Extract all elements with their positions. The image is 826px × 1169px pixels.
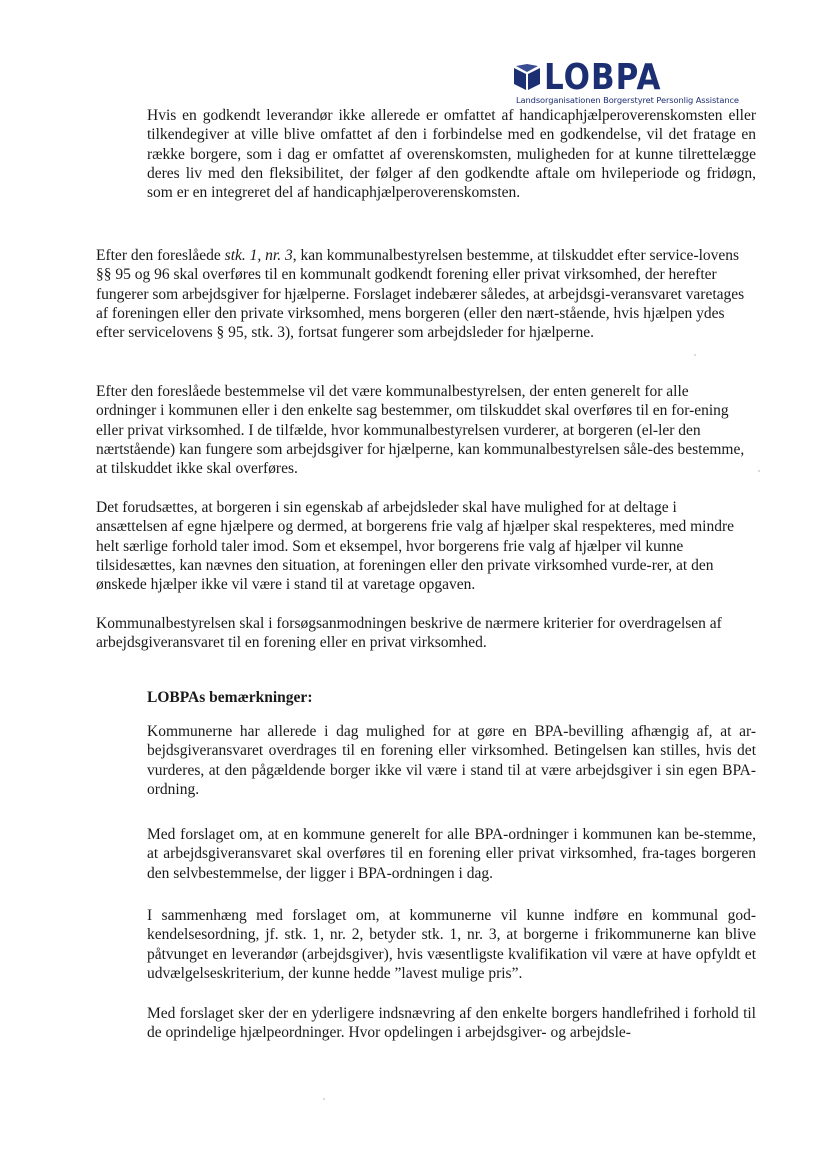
paragraph-remark-1: Kommunerne har allerede i dag mulighed for at gøre en BPA-bevilling afhængig af, at ar-bejdsgiveransvaret overdrages til en forening eller virksomhed. Betingelsen kan stilles, hvis det vurderes, at den pågældende borger ikke vil være i stand til at være arbejdsgiver i sin egen BPA-ordning. (147, 723, 756, 798)
paragraph-forudsaettes: Det forudsættes, at borgeren i sin egenskab af arbejdsleder skal have mulighed for at deltage i ansættelsen af egne hjælpere og dermed, at borgerens frie valg af hjælper skal respekteres, med mindre helt særlige forhold taler imod. Som et eksempel, hvor borgerens frie valg af hjælper vil kunne tilsidesættes, kan nævnes den situation, at foreningen eller den private virksomhed vurde-rer, at den ønskede hjælper ikke vil være i stand til at varetage opgaven. (96, 499, 735, 594)
section-heading: LOBPAs bemærkninger: (147, 689, 313, 706)
paragraph-text: Efter den foreslåede (96, 247, 225, 264)
paragraph-leverandoer: Hvis en godkendt leverandør ikke allerede er omfattet af handicaphjælperoverenskomsten eller tilkendegiver at ville blive omfattet af den i forbindelse med en godkendelse, vil det fratage en række borgere, som i dag er omfattet af overenskomsten, muligheden for at kunne tilrettelægge deres liv med den fleksibilitet, der følger af den godkendte aftale om hvileperiode og fridøgn, som er en integreret del af handicaphjælperoverenskomsten. (147, 107, 756, 202)
lobpa-mark-icon (512, 64, 542, 92)
paragraph-remark-4: Med forslaget sker der en yderligere indsnævring af den enkelte borgers handlefrihed i forhold til de oprindelige hjælpeordninger. Hvor opdelingen i arbejdsgiver- og arbejdsle- (147, 1005, 756, 1042)
paragraph-forsoegsanmodning: Kommunalbestyrelsen skal i forsøgsanmodningen beskrive de nærmere kriterier for overdragelsen af arbejdsgiveransvaret til en forening eller en privat virksomhed. (96, 615, 722, 652)
paragraph-kommunalbestyrelsen: Efter den foreslåede bestemmelse vil det være kommunalbestyrelsen, der enten generelt for alle ordninger i kommunen eller i den enkelte sag bestemmer, om tilskuddet skal overføres til en for-ening eller privat virksomhed. I de tilfælde, hvor kommunalbestyrelsen vurderer, at borgeren (el-ler den nærtstående) kan fungere som arbejdsgiver for hjælperne, kan kommunalbestyrelsen såle-des bestemme, at tilskuddet ikke skal overføres. (96, 383, 745, 478)
paragraph-remark-3: I sammenhæng med forslaget om, at kommunerne vil kunne indføre en kommunal god-kendelsesordning, jf. stk. 1, nr. 2, betyder stk. 1, nr. 3, at borgerne i frikommunerne kan blive påtvunget en leverandør (arbejdsgiver), hvis væsentligste kvalifikation vil være at have opfyldt et udvælgelseskriterium, der kunne hedde ”lavest mulige pris”. (147, 907, 756, 982)
scan-speck (694, 354, 696, 356)
statute-reference: stk. 1, nr. 3 (224, 247, 293, 264)
logo-subtitle: Landsorganisationen Borgerstyret Personlig Assistance (516, 95, 739, 105)
scan-speck (323, 1098, 325, 1100)
paragraph-stk1-nr3 (96, 246, 748, 342)
logo-wordmark: LOBPA (544, 56, 662, 99)
paragraph-remark-2: Med forslaget om, at en kommune generelt for alle BPA-ordninger i kommunen kan be-stemme, at arbejdsgiveransvaret skal overføres til en forening eller privat virksomhed, fra-tages borgeren den selvbestemmelse, der ligger i BPA-ordningen i dag. (147, 826, 756, 882)
paragraph-text: , kan kommunalbestyrelsen bestemme, at tilskuddet efter service-lovens §§ 95 og 96 skal overføres til en kommunalt godkendt forening eller privat virksomhed, der herefter fungerer som arbejdsgiver for hjælperne. Forslaget indebærer således, at arbejdsgi-veransvaret varetages af foreningen eller den private virksomhed, mens borgeren (eller den nært-stående, hvis hjælpen ydes efter servicelovens § 95, stk. 3), fortsat fungerer som arbejdsleder for hjælperne. (96, 247, 745, 342)
lobpa-logo (512, 58, 762, 110)
scan-speck (758, 470, 760, 472)
